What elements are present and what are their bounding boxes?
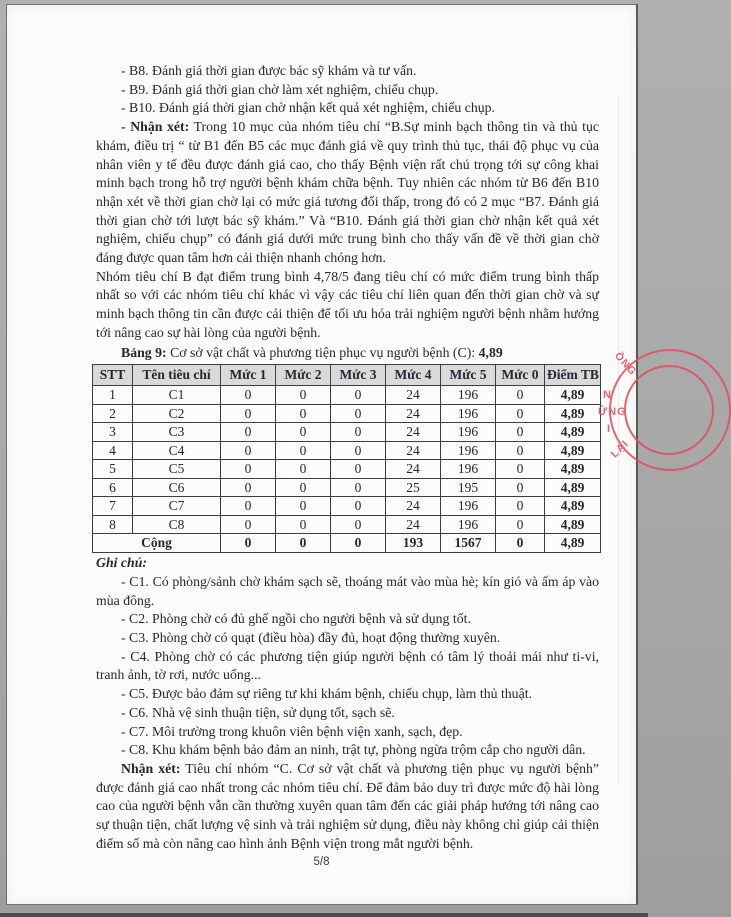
remark-b-paragraph	[96, 118, 599, 268]
note-item: - C5. Được bảo đảm sự riêng tư khi khám bệnh, chiếu chụp, làm thủ thuật.	[121, 686, 532, 702]
note-item: - C4. Phòng chờ có các phương tiện giúp người bệnh có tâm lý thoải mái như ti-vi, tranh ảnh, tờ rơi, nước uống...	[96, 648, 599, 683]
table-row	[93, 423, 601, 442]
remark-b-text: Trong 10 mục của nhóm tiêu chí “B.Sự minh bạch thông tin và thủ tục khám, điều trị “ từ B1 đến B5 các mục đánh giá về quy trình thủ tục, thái độ phục vụ của nhân viên y tế đều được đánh giá cao, cho thấy Bệnh viện rất chú trọng tới sự công khai minh bạch trong hỗ trợ người bệnh khám chữa bệnh. Tuy nhiên các nhóm từ B6 đến B10 nhận xét về thời gian chờ lại có mức giá tương đối thấp, trong đó có 2 mục “B7. Đánh giá thời gian chờ tới lượt bác sỹ khám.” Và “B10. Đánh giá thời gian chờ nhận kết quả xét nghiệm, chiếu chụp” có đánh giá dưới mức trung bình cho thấy vấn đề về thời gian chờ đáng được quan tâm hơn cải thiện nhanh chóng hơn.	[96, 119, 599, 266]
table-cell: 4,89	[545, 404, 601, 423]
note-item: - C7. Môi trường trong khuôn viên bệnh viện xanh, sạch, đẹp.	[121, 723, 463, 739]
table-caption-value: 4,89	[478, 344, 503, 360]
table-total-cell: 193	[386, 534, 441, 553]
note-item: - C6. Nhà vệ sinh thuận tiện, sử dụng tốt, sạch sẽ.	[121, 704, 395, 720]
column-header: Điểm TB	[545, 365, 601, 386]
table-cell: 0	[221, 404, 276, 423]
table-cell: 3	[93, 423, 133, 442]
table-cell: 196	[441, 515, 496, 534]
table-cell: C4	[133, 441, 221, 460]
table-total-row	[93, 534, 601, 553]
note-item: - C1. Có phòng/sảnh chờ khám sạch sẽ, thoáng mát vào mùa hè; kín gió và ấm áp vào mùa đông.	[96, 573, 599, 608]
table-row	[93, 478, 601, 497]
remark-c-label: Nhận xét:	[121, 760, 181, 776]
table-cell: 7	[93, 497, 133, 516]
table-total-cell: 0	[276, 534, 331, 553]
table-cell: 6	[93, 478, 133, 497]
table-total-label: Cộng	[93, 534, 221, 553]
table-cell: 0	[496, 423, 545, 442]
table-cell: 196	[441, 441, 496, 460]
table-cell: 0	[331, 423, 386, 442]
table-total-cell: 0	[221, 534, 276, 553]
table-cell: 24	[386, 515, 441, 534]
table-cell: 4,89	[545, 386, 601, 405]
note-item: - C8. Khu khám bệnh bảo đảm an ninh, trật tự, phòng ngừa trộm cắp cho người dân.	[121, 742, 586, 758]
table-cell: 24	[386, 441, 441, 460]
table-cell: 24	[386, 460, 441, 479]
table-total-cell: 1567	[441, 534, 496, 553]
table-cell: 0	[496, 404, 545, 423]
table-header-row	[93, 365, 601, 386]
table-cell: 0	[331, 441, 386, 460]
table-cell: 4,89	[545, 460, 601, 479]
column-header: Mức 0	[496, 365, 545, 386]
table-cell: 0	[221, 423, 276, 442]
table-cell: 0	[496, 386, 545, 405]
table-cell: 0	[276, 515, 331, 534]
table-cell: 24	[386, 423, 441, 442]
table-cell: 0	[496, 460, 545, 479]
table-cell: 196	[441, 423, 496, 442]
stamp-inner-ring	[624, 365, 714, 455]
stamp-text-fragment: ỒNG	[611, 349, 639, 379]
table-cell: 0	[276, 478, 331, 497]
table-total-cell: 0	[331, 534, 386, 553]
note-item: - C3. Phòng chờ có quạt (điều hòa) đầy đủ, hoạt động thường xuyên.	[121, 630, 501, 646]
table-cell: 0	[331, 404, 386, 423]
table-cell: 195	[441, 478, 496, 497]
list-item-b9: - B9. Đánh giá thời gian chờ làm xét nghiệm, chiếu chụp.	[121, 81, 439, 97]
page-number: 5/8	[313, 856, 330, 868]
stamp-text-fragment: LẠI	[608, 437, 632, 461]
table-total-cell: 0	[496, 534, 545, 553]
table-cell: 8	[93, 515, 133, 534]
table-cell: 24	[386, 386, 441, 405]
table-cell: 0	[496, 478, 545, 497]
table-cell: 0	[276, 497, 331, 516]
table-cell: 4,89	[545, 423, 601, 442]
table-cell: 0	[331, 497, 386, 516]
table-cell: 4,89	[545, 441, 601, 460]
table-cell: 0	[496, 497, 545, 516]
column-header: STT	[93, 365, 133, 386]
table-cell: C3	[133, 423, 221, 442]
group-b-summary-paragraph: Nhóm tiêu chí B đạt điểm trung bình 4,78/5 đang tiêu chí có mức điểm trung bình thấp nhất so với các nhóm tiêu chí khác vì vậy các tiêu chí liên quan đến thời gian chờ và sự minh bạch thông tin cần được cải thiện để tối ưu hóa trải nghiệm người bệnh nhằm hướng tới nâng cao sự hài lòng của người bệnh.	[96, 268, 599, 340]
table-row	[93, 404, 601, 423]
table-cell: C1	[133, 386, 221, 405]
stamp-text-fragment: N	[603, 389, 612, 401]
table-cell: 0	[221, 441, 276, 460]
criteria-table-bang-9	[92, 364, 601, 553]
table-row	[93, 460, 601, 479]
table-cell: C5	[133, 460, 221, 479]
table-cell: 196	[441, 497, 496, 516]
remark-c-paragraph	[96, 760, 599, 854]
remark-b-label: - Nhận xét:	[121, 119, 190, 135]
table-cell: 0	[331, 386, 386, 405]
notes-list	[96, 573, 599, 760]
table-cell: 2	[93, 404, 133, 423]
note-item: - C2. Phòng chờ có đủ ghế ngồi cho người bệnh và sử dụng tốt.	[121, 611, 471, 627]
page-content	[7, 5, 636, 904]
table-cell: 0	[276, 441, 331, 460]
remark-c-text: Tiêu chí nhóm “C. Cơ sở vật chất và phương tiện phục vụ người bệnh” được đánh giá cao nhất trong các nhóm tiêu chí. Để đảm bảo duy trì được mức độ hài lòng cao của người bệnh vẫn cần thường xuyên quan tâm đến các giải pháp hướng tới nâng cao sự thuận tiện, chất lượng vệ sinh và trải nghiệm sử dụng, điều này không chỉ giúp cải thiện điểm số mà còn nâng cao hình ảnh Bệnh viện trong mắt người bệnh.	[96, 760, 599, 851]
column-header: Mức 2	[276, 365, 331, 386]
table-cell: 5	[93, 460, 133, 479]
table-cell: 0	[221, 386, 276, 405]
table-cell: 1	[93, 386, 133, 405]
stamp-text-fragment: I	[607, 423, 612, 435]
table-cell: 0	[276, 386, 331, 405]
table-cell: 25	[386, 478, 441, 497]
table-cell: 4	[93, 441, 133, 460]
table-cell: 0	[276, 423, 331, 442]
table-row	[93, 497, 601, 516]
table-cell: C2	[133, 404, 221, 423]
table-cell: 196	[441, 386, 496, 405]
table-cell: 0	[496, 441, 545, 460]
table-caption-label: Bảng 9:	[121, 344, 167, 360]
table-cell: 24	[386, 404, 441, 423]
table-cell: 0	[276, 460, 331, 479]
table-cell: 196	[441, 460, 496, 479]
table-caption-text: Cơ sở vật chất và phương tiện phục vụ người bệnh (C):	[166, 344, 479, 360]
stamp-text-fragment: ỬNG	[598, 406, 627, 418]
table-row	[93, 441, 601, 460]
list-item-b10: - B10. Đánh giá thời gian chờ nhận kết quả xét nghiệm, chiếu chụp.	[121, 100, 495, 116]
table-cell: 4,89	[545, 515, 601, 534]
table-cell: 196	[441, 404, 496, 423]
table-cell: 0	[221, 497, 276, 516]
table-cell: 0	[331, 460, 386, 479]
column-header: Mức 3	[331, 365, 386, 386]
table-cell: C6	[133, 478, 221, 497]
list-item-b8: - B8. Đánh giá thời gian được bác sỹ khám và tư vấn.	[121, 63, 417, 78]
table-cell: 0	[221, 478, 276, 497]
column-header: Mức 4	[386, 365, 441, 386]
table-cell: 0	[331, 515, 386, 534]
table-cell: C8	[133, 515, 221, 534]
column-header: Tên tiêu chí	[133, 365, 221, 386]
table-cell: 4,89	[545, 497, 601, 516]
table-cell: C7	[133, 497, 221, 516]
table-cell: 4,89	[545, 478, 601, 497]
table-row	[93, 515, 601, 534]
table-cell: 0	[221, 515, 276, 534]
table-cell: 0	[331, 478, 386, 497]
column-header: Mức 5	[441, 365, 496, 386]
document-page	[6, 4, 638, 905]
table-cell: 0	[496, 515, 545, 534]
table-total-cell: 4,89	[545, 534, 601, 553]
table-cell: 0	[276, 404, 331, 423]
table-row	[93, 386, 601, 405]
column-header: Mức 1	[221, 365, 276, 386]
notes-label: Ghi chú:	[96, 555, 147, 571]
table-cell: 24	[386, 497, 441, 516]
table-caption	[96, 344, 599, 363]
table-cell: 0	[221, 460, 276, 479]
